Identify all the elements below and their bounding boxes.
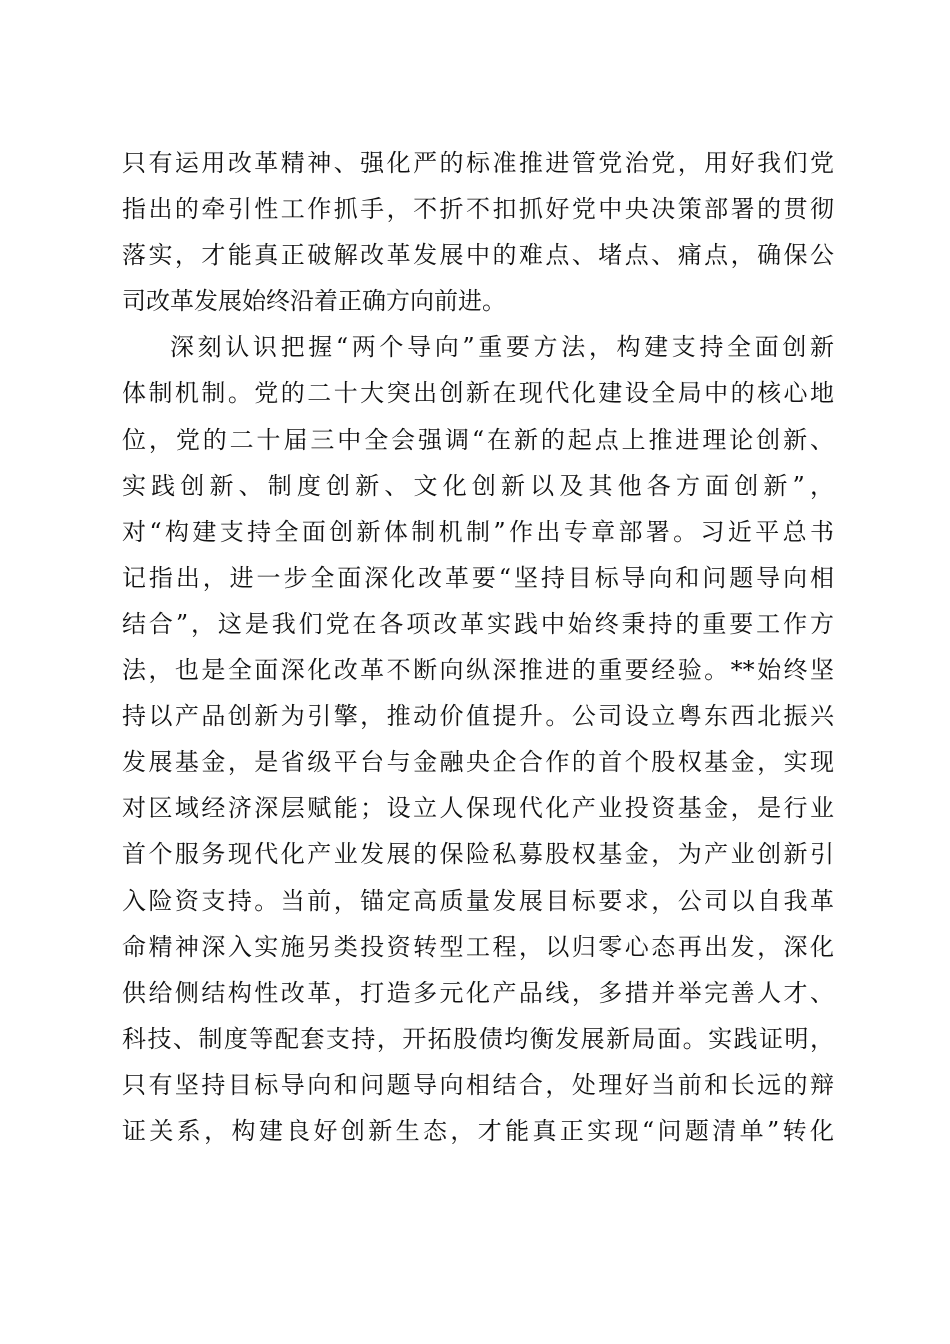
text-line: 法，也是全面深化改革不断向纵深推进的重要经验。**始终坚 bbox=[122, 656, 834, 685]
text-line: 供给侧结构性改革，打造多元化产品线，多措并举完善人才、 bbox=[122, 978, 834, 1007]
text-line: 首个服务现代化产业发展的保险私募股权基金，为产业创新引 bbox=[122, 840, 834, 869]
body-text bbox=[122, 140, 834, 1154]
text-line: 持以产品创新为引擎，推动价值提升。公司设立粤东西北振兴 bbox=[122, 702, 834, 731]
text-line: 体制机制。党的二十大突出创新在现代化建设全局中的核心地 bbox=[122, 379, 834, 408]
text-line: 实践创新、制度创新、文化创新以及其他各方面创新”， bbox=[122, 471, 834, 500]
text-line: 司改革发展始终沿着正确方向前进。 bbox=[122, 287, 506, 316]
text-line: 对区域经济深层赋能；设立人保现代化产业投资基金，是行业 bbox=[122, 794, 834, 823]
text-line: 对“构建支持全面创新体制机制”作出专章部署。习近平总书 bbox=[122, 517, 834, 546]
text-line: 发展基金，是省级平台与金融央企合作的首个股权基金，实现 bbox=[122, 748, 834, 777]
text-line: 位，党的二十届三中全会强调“在新的起点上推进理论创新、 bbox=[122, 425, 834, 454]
text-line: 入险资支持。当前，锚定高质量发展目标要求，公司以自我革 bbox=[122, 886, 834, 915]
paragraph-1 bbox=[122, 140, 834, 324]
text-line: 科技、制度等配套支持，开拓股债均衡发展新局面。实践证明， bbox=[122, 1024, 834, 1053]
text-line: 结合”，这是我们党在各项改革实践中始终秉持的重要工作方 bbox=[122, 609, 834, 638]
text-line: 证关系，构建良好创新生态，才能真正实现“问题清单”转化 bbox=[122, 1116, 834, 1145]
text-line: 只有坚持目标导向和问题导向相结合，处理好当前和长远的辩 bbox=[122, 1070, 834, 1099]
text-line: 指出的牵引性工作抓手，不折不扣抓好党中央决策部署的贯彻 bbox=[122, 195, 834, 224]
text-line: 命精神深入实施另类投资转型工程，以归零心态再出发，深化 bbox=[122, 932, 834, 961]
paragraph-2 bbox=[122, 324, 834, 1154]
text-line: 深刻认识把握“两个导向”重要方法，构建支持全面创新 bbox=[170, 333, 834, 362]
text-line: 记指出，进一步全面深化改革要“坚持目标导向和问题导向相 bbox=[122, 563, 834, 592]
text-line: 落实，才能真正破解改革发展中的难点、堵点、痛点，确保公 bbox=[122, 241, 834, 270]
text-line: 只有运用改革精神、强化严的标准推进管党治党，用好我们党 bbox=[122, 149, 834, 177]
